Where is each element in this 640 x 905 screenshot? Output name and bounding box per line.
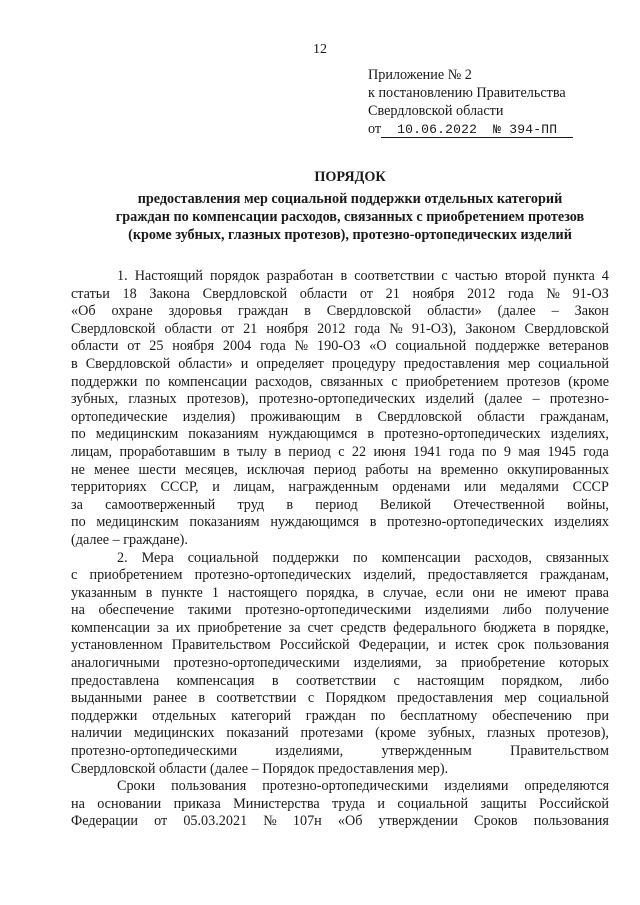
appendix-line-3: Свердловской области: [368, 103, 504, 119]
appendix-line-1: Приложение № 2: [368, 67, 472, 83]
document-subtitle-line-1: предоставления мер социальной поддержки отдельных категорий: [137, 191, 563, 207]
body-line: на обеспечение такими протезно-ортопедическими изделиями либо получение: [71, 602, 609, 619]
body-line: поддержки по компенсации расходов, связанных с приобретением протезов (кроме: [71, 373, 609, 390]
body-line: Федерации от 05.03.2021 № 107н «Об утверждении Сроков пользования: [71, 813, 609, 830]
body-line: 2. Мера социальной поддержки по компенсации расходов, связанных: [117, 549, 609, 566]
number-prefix: №: [493, 122, 502, 137]
body-line: 1. Настоящий порядок разработан в соответствии с частью второй пункта 4: [117, 268, 609, 284]
body-line: по медицинским показаниям нуждающимся в протезно-ортопедических изделиях,: [71, 426, 609, 443]
body-line: Свердловской области от 21 ноября 2012 года № 91-ОЗ), Законом Свердловской: [71, 320, 609, 337]
document-body: [71, 268, 609, 831]
body-line: на основании приказа Министерства труда и социальной защиты Российской: [71, 795, 609, 812]
body-line: не менее шести месяцев, исключая период работы на временно оккупированных: [71, 461, 609, 478]
body-line: по медицинским показаниям нуждающимся в протезно-ортопедических изделиях: [71, 514, 609, 531]
body-line: за самоотверженный труд в период Великой Отечественной войны,: [71, 496, 609, 513]
date-value: 10.06.2022 № 394-ПП: [381, 122, 573, 138]
body-line: компенсации за их приобретение за счет средств федерального бюджета в порядке,: [71, 619, 609, 636]
body-line: Сроки пользования протезно-ортопедическими изделиями определяются: [117, 778, 609, 795]
body-line: наличии медицинских показаний протезами (кроме зубных, глазных протезов),: [71, 725, 609, 742]
body-line: указанным в пункте 1 настоящего порядка, в случае, если они не имеют права: [71, 584, 609, 601]
document-subtitle-line-3: (кроме зубных, глазных протезов), протезно-ортопедических изделий: [128, 227, 572, 243]
document-title-block: [60, 168, 640, 244]
document-subtitle-line-2: граждан по компенсации расходов, связанных с приобретением протезов: [115, 209, 585, 225]
body-line: зубных, глазных протезов), протезно-ортопедических изделий (далее – протезно-: [71, 391, 609, 408]
number-value: 394-ПП: [509, 122, 558, 137]
body-line: ортопедические изделия) проживающим в Свердловской области гражданам,: [71, 408, 609, 425]
body-line: «Об охране здоровья граждан в Свердловской области» (далее – Закон: [71, 303, 609, 320]
body-line: протезно-ортопедическими изделиями, утвержденным Правительством: [71, 743, 609, 760]
body-line: лицам, проработавшим в тылу в период с 22 июня 1941 года по 9 мая 1945 года: [71, 443, 609, 460]
body-line: территориях СССР, и лицам, награжденным орденами или медалями СССР: [71, 479, 609, 496]
body-line: области от 25 ноября 2004 года № 190-ОЗ «О социальной поддержке ветеранов: [71, 338, 609, 355]
body-line: аналогичными протезно-ортопедическими изделиями, за приобретение которых: [71, 655, 609, 672]
body-line: предоставлена компенсация в соответствии с настоящим порядком, либо: [71, 672, 609, 689]
body-line: в Свердловской области» и определяет процедуру предоставления мер социальной: [71, 355, 609, 372]
appendix-header: [368, 66, 618, 139]
body-line: статьи 18 Закона Свердловской области от 21 ноября 2012 года № 91-ОЗ: [71, 285, 609, 302]
body-line: поддержки отдельных категорий граждан по бесплатному обеспечению при: [71, 707, 609, 724]
body-line: Свердловской области (далее – Порядок предоставления мер).: [71, 760, 449, 777]
appendix-date-number-line: [368, 120, 618, 139]
body-line: с приобретением протезно-ортопедических изделий, предоставляется гражданам,: [71, 567, 609, 584]
body-line: (далее – граждане).: [71, 531, 188, 548]
appendix-line-2: к постановлению Правительства: [368, 85, 566, 101]
body-line: установленном Правительством Российской Федерации, и истек срок пользования: [71, 637, 609, 654]
date-prefix: от: [368, 121, 382, 137]
body-line: выданными ранее в соответствии с Порядком предоставления мер социальной: [71, 690, 609, 707]
document-title: ПОРЯДОК: [314, 169, 386, 185]
page-number: 12: [313, 42, 327, 57]
